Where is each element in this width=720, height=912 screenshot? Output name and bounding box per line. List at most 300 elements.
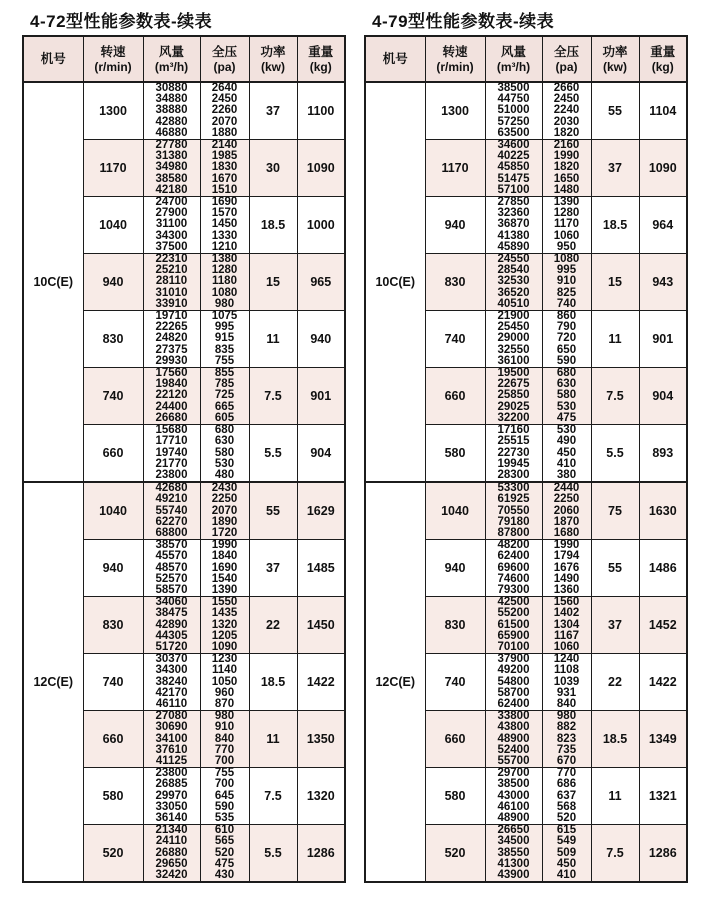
flow-value: 42880: [155, 115, 188, 128]
speed-cell: 520: [83, 825, 143, 883]
power-cell: 22: [591, 654, 639, 711]
speed-cell: 830: [83, 311, 143, 368]
power-cell: 18.5: [591, 197, 639, 254]
pressure-value: 960: [214, 686, 235, 699]
flow-value: 19500: [497, 367, 530, 380]
flow-value: 34500: [497, 835, 530, 848]
flow-value: 55700: [497, 754, 530, 767]
pressure-value: 725: [214, 389, 235, 402]
pressure-value: 520: [214, 846, 235, 859]
pressure-value: 450: [556, 857, 577, 870]
header-unit: (m³/h): [496, 60, 531, 74]
power-cell: 75: [591, 482, 639, 540]
pressure-value: 931: [556, 686, 577, 699]
header-label: 转速: [100, 45, 126, 59]
flow-value: 48900: [497, 812, 530, 824]
col-header-model: [23, 36, 83, 82]
flow-cell: [143, 825, 200, 883]
pressure-value: 1794: [553, 550, 580, 563]
power-cell: 18.5: [249, 197, 297, 254]
flow-value: 70550: [497, 504, 530, 517]
speed-cell: 1300: [83, 82, 143, 140]
pressure-value: 1480: [553, 183, 580, 196]
flow-value: 38880: [155, 104, 188, 117]
flow-value: 24400: [155, 400, 188, 413]
speed-cell: 940: [425, 197, 485, 254]
flow-cell: [143, 311, 200, 368]
flow-value: 42890: [155, 618, 188, 631]
power-cell: 37: [249, 82, 297, 140]
pressure-value: 1990: [211, 539, 238, 552]
speed-cell: 940: [83, 254, 143, 311]
pressure-cell: [542, 482, 591, 540]
pressure-value: 1560: [553, 596, 580, 609]
flow-cell: [485, 82, 542, 140]
pressure-cell: [542, 711, 591, 768]
pressure-cell: [200, 711, 249, 768]
speed-cell: 660: [83, 425, 143, 483]
pressure-value: 1060: [553, 640, 580, 653]
pressure-cell: [542, 197, 591, 254]
pressure-value: 1820: [553, 161, 580, 174]
pressure-value: 1450: [211, 218, 238, 231]
pressure-value: 535: [214, 812, 235, 824]
pressure-cell: [542, 311, 591, 368]
power-cell: 37: [249, 540, 297, 597]
pressure-cell: [200, 254, 249, 311]
weight-cell: 1286: [297, 825, 345, 883]
flow-value: 34300: [155, 664, 188, 677]
speed-cell: 740: [425, 311, 485, 368]
flow-value: 29700: [497, 767, 530, 780]
pressure-value: 910: [556, 275, 577, 288]
pressure-value: 1140: [212, 664, 237, 677]
flow-cell: [143, 368, 200, 425]
pressure-cell: [542, 768, 591, 825]
pressure-value: 1435: [211, 607, 238, 620]
flow-cell: [143, 425, 200, 483]
pressure-value: 2440: [553, 482, 580, 495]
pressure-value: 1080: [553, 253, 580, 266]
flow-value: 23800: [155, 767, 188, 780]
pressure-value: 1304: [553, 618, 580, 631]
power-cell: 5.5: [249, 825, 297, 883]
speed-cell: 830: [425, 254, 485, 311]
flow-value: 34600: [497, 139, 530, 152]
flow-cell: [485, 540, 542, 597]
flow-value: 27375: [155, 343, 188, 356]
pressure-value: 1985: [211, 150, 238, 163]
weight-cell: 1349: [639, 711, 687, 768]
pressure-value: 530: [556, 400, 577, 413]
flow-cell: [143, 82, 200, 140]
flow-value: 42180: [155, 183, 188, 196]
table-body: [365, 82, 687, 882]
flow-value: 87800: [497, 526, 530, 539]
pressure-value: 1720: [211, 526, 238, 539]
flow-value: 38570: [155, 539, 188, 552]
weight-cell: 1422: [297, 654, 345, 711]
flow-value: 29970: [155, 789, 188, 802]
pressure-value: 735: [556, 743, 577, 756]
flow-cell: [485, 425, 542, 483]
pressure-value: 2450: [553, 93, 580, 106]
pressure-value: 1205: [211, 629, 238, 642]
pressure-value: 686: [556, 778, 577, 791]
header-unit: (kg): [309, 60, 332, 74]
speed-cell: 830: [425, 597, 485, 654]
flow-value: 25850: [497, 389, 530, 402]
flow-value: 23800: [155, 468, 188, 481]
pressure-value: 1990: [553, 150, 580, 163]
pressure-value: 1670: [211, 172, 238, 185]
flow-value: 19740: [155, 446, 188, 459]
flow-value: 52570: [155, 572, 188, 585]
flow-value: 29650: [155, 857, 188, 870]
header-label: 机号: [382, 52, 408, 66]
flow-value: 79300: [497, 583, 530, 596]
flow-value: 31380: [155, 150, 188, 163]
pressure-value: 1680: [553, 526, 580, 539]
flow-value: 55740: [155, 504, 188, 517]
speed-cell: 520: [425, 825, 485, 883]
weight-cell: 1630: [639, 482, 687, 540]
flow-value: 21770: [155, 457, 188, 470]
speed-cell: 1300: [425, 82, 485, 140]
flow-value: 34100: [155, 732, 188, 745]
flow-value: 26680: [155, 411, 188, 424]
pressure-value: 1240: [553, 653, 580, 666]
flow-value: 41125: [155, 754, 188, 767]
pressure-value: 1108: [554, 664, 579, 677]
flow-value: 43800: [497, 721, 530, 734]
weight-cell: 1350: [297, 711, 345, 768]
flow-value: 19840: [155, 378, 188, 391]
flow-value: 33050: [155, 800, 188, 813]
flow-value: 37900: [497, 653, 530, 666]
speed-cell: 660: [425, 368, 485, 425]
flow-value: 79180: [497, 515, 530, 528]
pressure-value: 2430: [211, 482, 238, 495]
power-cell: 7.5: [249, 368, 297, 425]
pressure-value: 823: [556, 732, 577, 745]
pressure-value: 610: [214, 824, 235, 837]
flow-value: 34300: [155, 229, 188, 242]
flow-value: 32200: [497, 411, 530, 424]
flow-value: 69600: [497, 561, 530, 574]
flow-value: 22675: [497, 378, 530, 391]
pressure-value: 580: [214, 446, 235, 459]
pressure-value: 565: [214, 835, 235, 848]
flow-value: 24700: [155, 196, 188, 209]
flow-cell: [485, 482, 542, 540]
weight-cell: 1629: [297, 482, 345, 540]
flow-value: 24820: [155, 332, 188, 345]
flow-value: 58700: [497, 686, 530, 699]
pressure-value: 700: [214, 754, 235, 767]
flow-value: 61500: [497, 618, 530, 631]
flow-cell: [485, 768, 542, 825]
weight-cell: 965: [297, 254, 345, 311]
flow-value: 51720: [155, 640, 188, 653]
pressure-value: 840: [214, 732, 235, 745]
flow-value: 37500: [155, 240, 188, 253]
pressure-cell: [542, 825, 591, 883]
weight-cell: 1000: [297, 197, 345, 254]
col-header-power: [591, 36, 639, 82]
pressure-value: 2140: [211, 139, 238, 152]
speed-cell: 660: [83, 711, 143, 768]
pressure-value: 825: [556, 286, 577, 299]
weight-cell: 940: [297, 311, 345, 368]
flow-value: 45850: [497, 161, 530, 174]
pressure-cell: [200, 197, 249, 254]
pressure-value: 530: [556, 424, 577, 437]
weight-cell: 1452: [639, 597, 687, 654]
pressure-value: 1075: [211, 310, 238, 323]
pressure-value: 637: [556, 789, 577, 802]
flow-cell: [143, 482, 200, 540]
pressure-value: 1390: [553, 196, 580, 209]
weight-cell: 1422: [639, 654, 687, 711]
flow-value: 32420: [155, 869, 188, 882]
flow-value: 30370: [155, 653, 188, 666]
pressure-value: 770: [214, 743, 235, 756]
flow-value: 48900: [497, 732, 530, 745]
speed-cell: 660: [425, 711, 485, 768]
flow-value: 38580: [155, 172, 188, 185]
flow-value: 41380: [497, 229, 530, 242]
flow-value: 22265: [155, 321, 188, 334]
table-row: [365, 82, 687, 140]
flow-value: 63500: [497, 126, 530, 139]
tables-container: [22, 7, 720, 883]
col-header-model: [365, 36, 425, 82]
flow-value: 24110: [155, 835, 188, 848]
pressure-cell: [542, 425, 591, 483]
flow-value: 29000: [497, 332, 530, 345]
pressure-value: 480: [214, 468, 235, 481]
flow-value: 29025: [497, 400, 530, 413]
speed-cell: 580: [83, 768, 143, 825]
pressure-value: 2240: [553, 104, 580, 117]
power-cell: 11: [249, 711, 297, 768]
power-cell: 55: [591, 82, 639, 140]
pressure-value: 1039: [553, 675, 580, 688]
pressure-value: 770: [556, 767, 577, 780]
pressure-value: 520: [556, 812, 577, 824]
pressure-value: 1550: [211, 596, 238, 609]
header-label: 功率: [602, 45, 628, 59]
pressure-cell: [542, 597, 591, 654]
pressure-cell: [542, 540, 591, 597]
flow-cell: [485, 711, 542, 768]
pressure-value: 1510: [211, 183, 238, 196]
pressure-value: 740: [556, 297, 577, 310]
flow-value: 38240: [155, 675, 188, 688]
flow-cell: [485, 368, 542, 425]
flow-value: 54800: [497, 675, 530, 688]
flow-value: 46880: [155, 126, 188, 139]
pressure-value: 2070: [211, 115, 238, 128]
pressure-value: 380: [556, 468, 577, 481]
flow-cell: [143, 654, 200, 711]
pressure-cell: [200, 654, 249, 711]
pressure-value: 1650: [553, 172, 580, 185]
table-title: 4-72型性能参数表-续表: [30, 12, 213, 31]
flow-value: 45570: [155, 550, 188, 563]
performance-table: [22, 35, 346, 883]
pressure-value: 580: [556, 389, 577, 402]
pressure-value: 1090: [211, 640, 238, 653]
flow-value: 51475: [497, 172, 530, 185]
header-unit: (pa): [555, 60, 578, 74]
flow-value: 26880: [155, 846, 188, 859]
pressure-value: 1880: [211, 126, 238, 139]
table-row: [23, 482, 345, 540]
pressure-value: 450: [556, 446, 577, 459]
power-cell: 5.5: [249, 425, 297, 483]
weight-cell: 904: [639, 368, 687, 425]
pressure-value: 1540: [211, 572, 238, 585]
pressure-value: 605: [214, 411, 235, 424]
flow-value: 26885: [155, 778, 188, 791]
power-cell: 55: [591, 540, 639, 597]
pressure-cell: [200, 482, 249, 540]
pressure-value: 790: [556, 321, 577, 334]
power-cell: 11: [249, 311, 297, 368]
flow-value: 15680: [155, 424, 188, 437]
flow-cell: [143, 540, 200, 597]
power-cell: 11: [591, 768, 639, 825]
pressure-value: 995: [556, 264, 577, 277]
table-title: 4-79型性能参数表-续表: [372, 12, 555, 31]
pressure-cell: [200, 597, 249, 654]
pressure-cell: [542, 654, 591, 711]
speed-cell: 1170: [425, 140, 485, 197]
header-label: 重量: [650, 45, 676, 59]
pressure-value: 1890: [211, 515, 238, 528]
weight-cell: 1286: [639, 825, 687, 883]
pressure-value: 870: [214, 697, 235, 710]
pressure-value: 568: [556, 800, 577, 813]
col-header-speed: [83, 36, 143, 82]
power-cell: 5.5: [591, 425, 639, 483]
flow-value: 70100: [497, 640, 530, 653]
weight-cell: 1090: [297, 140, 345, 197]
flow-cell: [485, 140, 542, 197]
flow-value: 21900: [497, 310, 530, 323]
flow-value: 34980: [155, 161, 188, 174]
pressure-value: 590: [214, 800, 235, 813]
pressure-value: 430: [214, 869, 235, 882]
flow-value: 33800: [497, 710, 530, 723]
pressure-value: 615: [556, 824, 577, 837]
table-row: [23, 82, 345, 140]
flow-value: 58570: [155, 583, 188, 596]
pressure-value: 720: [556, 332, 577, 345]
flow-value: 17160: [497, 424, 530, 437]
flow-value: 48200: [497, 539, 530, 552]
flow-value: 46110: [155, 697, 188, 710]
table-block: [364, 7, 688, 883]
pressure-value: 910: [214, 721, 235, 734]
flow-value: 27780: [155, 139, 188, 152]
weight-cell: 1321: [639, 768, 687, 825]
flow-value: 55200: [497, 607, 530, 620]
col-header-pressure: [200, 36, 249, 82]
flow-cell: [485, 254, 542, 311]
table-row: [365, 482, 687, 540]
power-cell: 15: [591, 254, 639, 311]
speed-cell: 740: [83, 368, 143, 425]
pressure-value: 1380: [211, 253, 238, 266]
table-block: [22, 7, 346, 883]
pressure-value: 755: [214, 767, 235, 780]
power-cell: 18.5: [249, 654, 297, 711]
flow-cell: [485, 311, 542, 368]
flow-value: 28300: [497, 468, 530, 481]
flow-value: 30690: [155, 721, 188, 734]
flow-value: 36520: [497, 286, 530, 299]
flow-cell: [143, 768, 200, 825]
power-cell: 30: [249, 140, 297, 197]
header-unit: (kg): [651, 60, 674, 74]
flow-value: 42500: [497, 596, 530, 609]
header-label: 全压: [553, 45, 579, 59]
pressure-value: 860: [556, 310, 577, 323]
flow-value: 62400: [497, 697, 530, 710]
flow-value: 40225: [497, 150, 530, 163]
pressure-cell: [200, 768, 249, 825]
pressure-value: 980: [556, 710, 577, 723]
pressure-value: 475: [556, 411, 577, 424]
flow-value: 21340: [155, 824, 188, 837]
header-unit: (pa): [213, 60, 236, 74]
pressure-value: 1280: [553, 207, 580, 220]
pressure-cell: [200, 311, 249, 368]
pressure-value: 1050: [211, 675, 238, 688]
weight-cell: 901: [297, 368, 345, 425]
pressure-value: 530: [214, 457, 235, 470]
pressure-value: 670: [556, 754, 577, 767]
speed-cell: 1170: [83, 140, 143, 197]
header-label: 机号: [40, 52, 66, 66]
pressure-value: 1690: [211, 196, 238, 209]
flow-cell: [143, 140, 200, 197]
pressure-value: 630: [214, 435, 235, 448]
flow-value: 32360: [497, 207, 530, 220]
flow-value: 42170: [155, 686, 188, 699]
model-cell: 12C(E): [365, 482, 425, 882]
pressure-value: 2450: [211, 93, 238, 106]
flow-value: 24550: [497, 253, 530, 266]
flow-value: 28540: [497, 264, 530, 277]
power-cell: 37: [591, 140, 639, 197]
pressure-value: 1830: [211, 161, 238, 174]
pressure-value: 950: [556, 240, 577, 253]
flow-value: 31100: [155, 218, 188, 231]
flow-value: 57100: [497, 183, 530, 196]
flow-value: 44750: [497, 93, 530, 106]
power-cell: 15: [249, 254, 297, 311]
pressure-value: 490: [556, 435, 577, 448]
flow-value: 19710: [155, 310, 188, 323]
pressure-value: 2160: [553, 139, 580, 152]
flow-value: 40510: [497, 297, 530, 310]
pressure-value: 630: [556, 378, 577, 391]
flow-value: 74600: [497, 572, 530, 585]
